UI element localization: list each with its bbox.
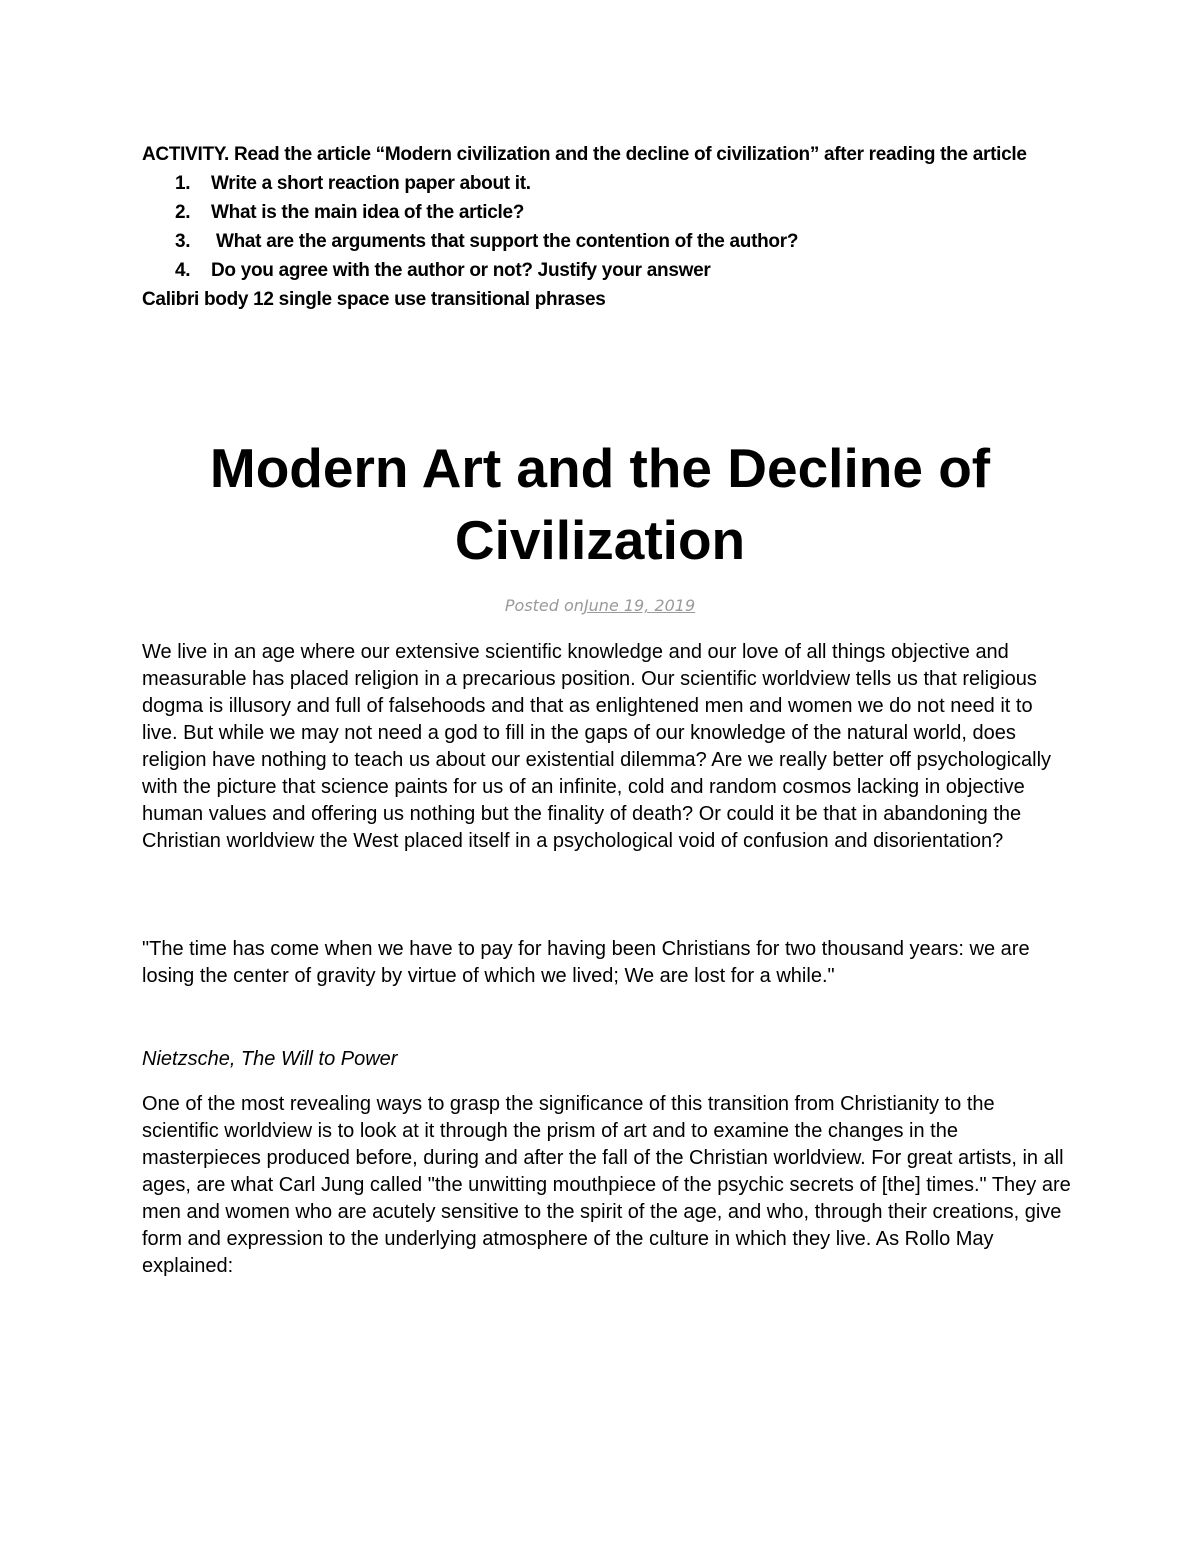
article-paragraph-1: We live in an age where our extensive scientific knowledge and our love of all things objective and measurable has placed religion in a precarious position. Our scientific worldview tells us that religious dogma is illusory and full of falsehoods and that as enlightened men and women we do not need it to live. But while we may not need a god to fill in the gaps of our knowledge of the natural world, does religion have nothing to teach us about our existential dilemma? Are we really better off psychologically with the picture that science paints for us of an infinite, cold and random cosmos lacking in objective human values and offering us nothing but the finality of death? Or could it be that in abandoning the Christian worldview the West placed itself in a psychological void of confusion and disorientation?: [142, 641, 1052, 852]
activity-instructions: [142, 140, 1062, 314]
posted-prefix: Posted on: [504, 596, 584, 615]
question-text: Do you agree with the author or not? Justify your answer: [211, 260, 711, 281]
article-paragraph-2: One of the most revealing ways to grasp the significance of this transition from Christianity to the scientific worldview is to look at it through the prism of art and to examine the changes in the masterpieces produced before, during and after the fall of the Christian worldview. For great artists, in all ages, are what Carl Jung called "the unwitting mouthpiece of the psychic secrets of [the] times." They are men and women who are acutely sensitive to the spirit of the age, and who, through their creations, give form and expression to the underlying atmosphere of the culture in which they live. As Rollo May explained:: [142, 1093, 1071, 1277]
list-item: [142, 256, 1062, 285]
question-text: Write a short reaction paper about it.: [211, 173, 531, 194]
activity-intro: ACTIVITY. Read the article “Modern civilization and the decline of civilization” after reading the article: [142, 144, 1027, 165]
list-number: 2.: [175, 202, 191, 223]
article-title: Modern Art and the Decline of Civilization: [209, 437, 991, 571]
list-item: [142, 227, 1062, 256]
quote-source: Nietzsche, The Will to Power: [142, 1048, 398, 1070]
list-item: [142, 198, 1062, 227]
question-text: What are the arguments that support the contention of the author?: [211, 231, 799, 252]
question-text: What is the main idea of the article?: [211, 202, 525, 223]
list-number: 4.: [175, 260, 191, 281]
article-quote: "The time has come when we have to pay for having been Christians for two thousand years: we are losing the center of gravity by virtue of which we lived; We are lost for a while.": [142, 938, 1030, 987]
list-number: 1.: [175, 173, 191, 194]
list-item: [142, 169, 1062, 198]
posted-date-link[interactable]: June 19, 2019: [583, 596, 696, 615]
question-list: [142, 169, 1062, 285]
format-note: Calibri body 12 single space use transitional phrases: [142, 289, 606, 310]
list-number: 3.: [175, 231, 191, 252]
posted-line: [100, 596, 1100, 615]
